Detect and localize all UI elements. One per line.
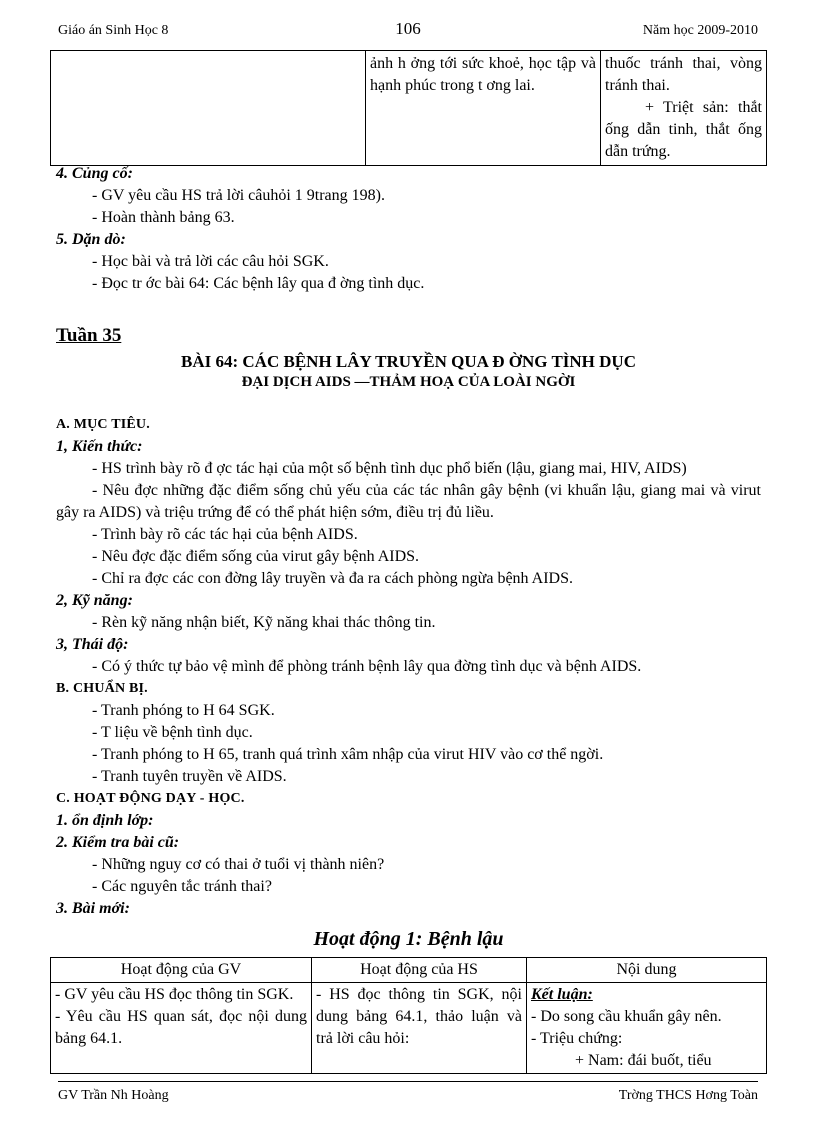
activity-table-header: Hoạt động của HS — [312, 958, 527, 983]
sterilization-method: + Triệt sản: thắt ống dẫn tinh, thắt ống dẫn trứng. — [605, 99, 762, 160]
activity-table-header: Hoạt động của GV — [51, 958, 312, 983]
kien-thuc-heading: 1, Kiến thức: — [56, 438, 143, 455]
section-a-heading: A. MỤC TIÊU. — [56, 417, 150, 432]
ky-nang-item: - Rèn kỹ năng nhận biết, Kỹ năng khai thác thông tin. — [92, 614, 436, 631]
footer-divider — [58, 1081, 758, 1082]
content-item: - Triệu chứng: — [531, 1030, 623, 1047]
chuan-bi-item: - T liệu về bệnh tình dục. — [92, 724, 253, 741]
on-dinh-heading: 1. ổn định lớp: — [56, 812, 154, 829]
lesson-title: BÀI 64: CÁC BỆNH LÂY TRUYỀN QUA Đ ỜNG TÌNH DỤC — [181, 352, 636, 371]
lesson-subtitle: ĐẠI DỊCH AIDS —THẢM HOẠ CỦA LOÀI NGỜI — [241, 374, 576, 390]
kiem-tra-heading: 2. Kiểm tra bài cũ: — [56, 834, 180, 851]
kiem-tra-item: - Những nguy cơ có thai ở tuổi vị thành niên? — [92, 856, 385, 873]
content-cell — [527, 983, 767, 1074]
dan-do-item: - Học bài và trả lời các câu hỏi SGK. — [92, 253, 329, 270]
section-cung-co-heading: 4. Củng cố: — [56, 165, 133, 182]
chuan-bi-item: - Tranh phóng to H 65, tranh quá trình xâm nhập của virut HIV vào cơ thể ngời. — [92, 746, 604, 763]
document-body — [56, 163, 761, 960]
dan-do-item: - Đọc tr ớc bài 64: Các bệnh lây qua đ ờng tình dục. — [92, 275, 425, 292]
header-subject: Giáo án Sinh Học 8 — [58, 23, 169, 38]
cung-co-item: - GV yêu cầu HS trả lời câuhỏi 1 9trang 198). — [92, 187, 385, 204]
week-label: Tuần 35 — [56, 325, 122, 346]
bai-moi-heading: 3. Bài mới: — [56, 900, 130, 917]
chuan-bi-item: - Tranh tuyên truyền về AIDS. — [92, 768, 287, 785]
kien-thuc-item: - Trình bày rõ các tác hại của bệnh AIDS. — [92, 526, 358, 543]
section-dan-do-heading: 5. Dặn dò: — [56, 231, 126, 248]
activity-table — [50, 957, 767, 1074]
section-b-heading: B. CHUẨN BỊ. — [56, 681, 148, 696]
thai-do-item: - Có ý thức tự bảo vệ mình để phòng tránh bệnh lây qua đờng tình dục và bệnh AIDS. — [92, 658, 642, 675]
header-school-year: Năm học 2009-2010 — [642, 23, 758, 38]
activity-table-header: Nội dung — [527, 958, 767, 983]
continued-table — [50, 50, 767, 166]
gv-activity-item: - Yêu cầu HS quan sát, đọc nội dung bảng 64.1. — [55, 1008, 307, 1047]
hs-activity-item: - HS đọc thông tin SGK, nội dung bảng 64.1, thảo luận và trả lời câu hỏi: — [316, 986, 522, 1047]
footer-school: Trờng THCS Hơng Toàn — [618, 1088, 758, 1103]
content-item: + Nam: đái buốt, tiểu — [575, 1052, 712, 1069]
chuan-bi-item: - Tranh phóng to H 64 SGK. — [92, 702, 275, 719]
page-number: 106 — [395, 19, 421, 38]
hs-activity-cell — [312, 983, 527, 1074]
conclusion-heading: Kết luận: — [531, 986, 593, 1003]
kiem-tra-item: - Các nguyên tắc tránh thai? — [92, 878, 272, 895]
gv-activity-cell — [51, 983, 312, 1074]
kien-thuc-item: - Nêu đợc đặc điểm sống của virut gây bệnh AIDS. — [92, 548, 420, 565]
kien-thuc-item: - Chỉ ra đợc các con đờng lây truyền và đa ra cách phòng ngừa bệnh AIDS. — [92, 570, 573, 587]
cung-co-item: - Hoàn thành bảng 63. — [92, 209, 235, 226]
gv-activity-item: - GV yêu cầu HS đọc thông tin SGK. — [55, 986, 294, 1003]
ky-nang-heading: 2, Kỹ năng: — [56, 592, 133, 609]
section-c-heading: C. HOẠT ĐỘNG DẠY - HỌC. — [56, 791, 245, 806]
footer-teacher: GV Trần Nh Hoàng — [58, 1088, 169, 1103]
continued-table-col2: ảnh h ởng tới sức khoẻ, học tập và hạnh phúc trong t ơng lai. — [366, 51, 601, 166]
continued-table-col3 — [601, 51, 767, 166]
kien-thuc-item: - HS trình bày rõ đ ợc tác hại của một số bệnh tình dục phổ biến (lậu, giang mai, HIV, AIDS) — [92, 460, 687, 477]
activity-title: Hoạt động 1: Bệnh lậu — [313, 928, 504, 950]
thai-do-heading: 3, Thái độ: — [56, 636, 129, 653]
contraception-methods: thuốc tránh thai, vòng tránh thai. — [605, 55, 762, 94]
content-item: - Do song cầu khuẩn gây nên. — [531, 1008, 722, 1025]
kien-thuc-item: - Nêu đợc những đặc điểm sống chủ yếu của các tác nhân gây bệnh (vi khuẩn lậu, giang mai và virut gây ra AIDS) và triệu trứng để có thể phát hiện sớm, điều trị đủ liều. — [56, 482, 761, 521]
continued-table-col1 — [51, 51, 366, 166]
